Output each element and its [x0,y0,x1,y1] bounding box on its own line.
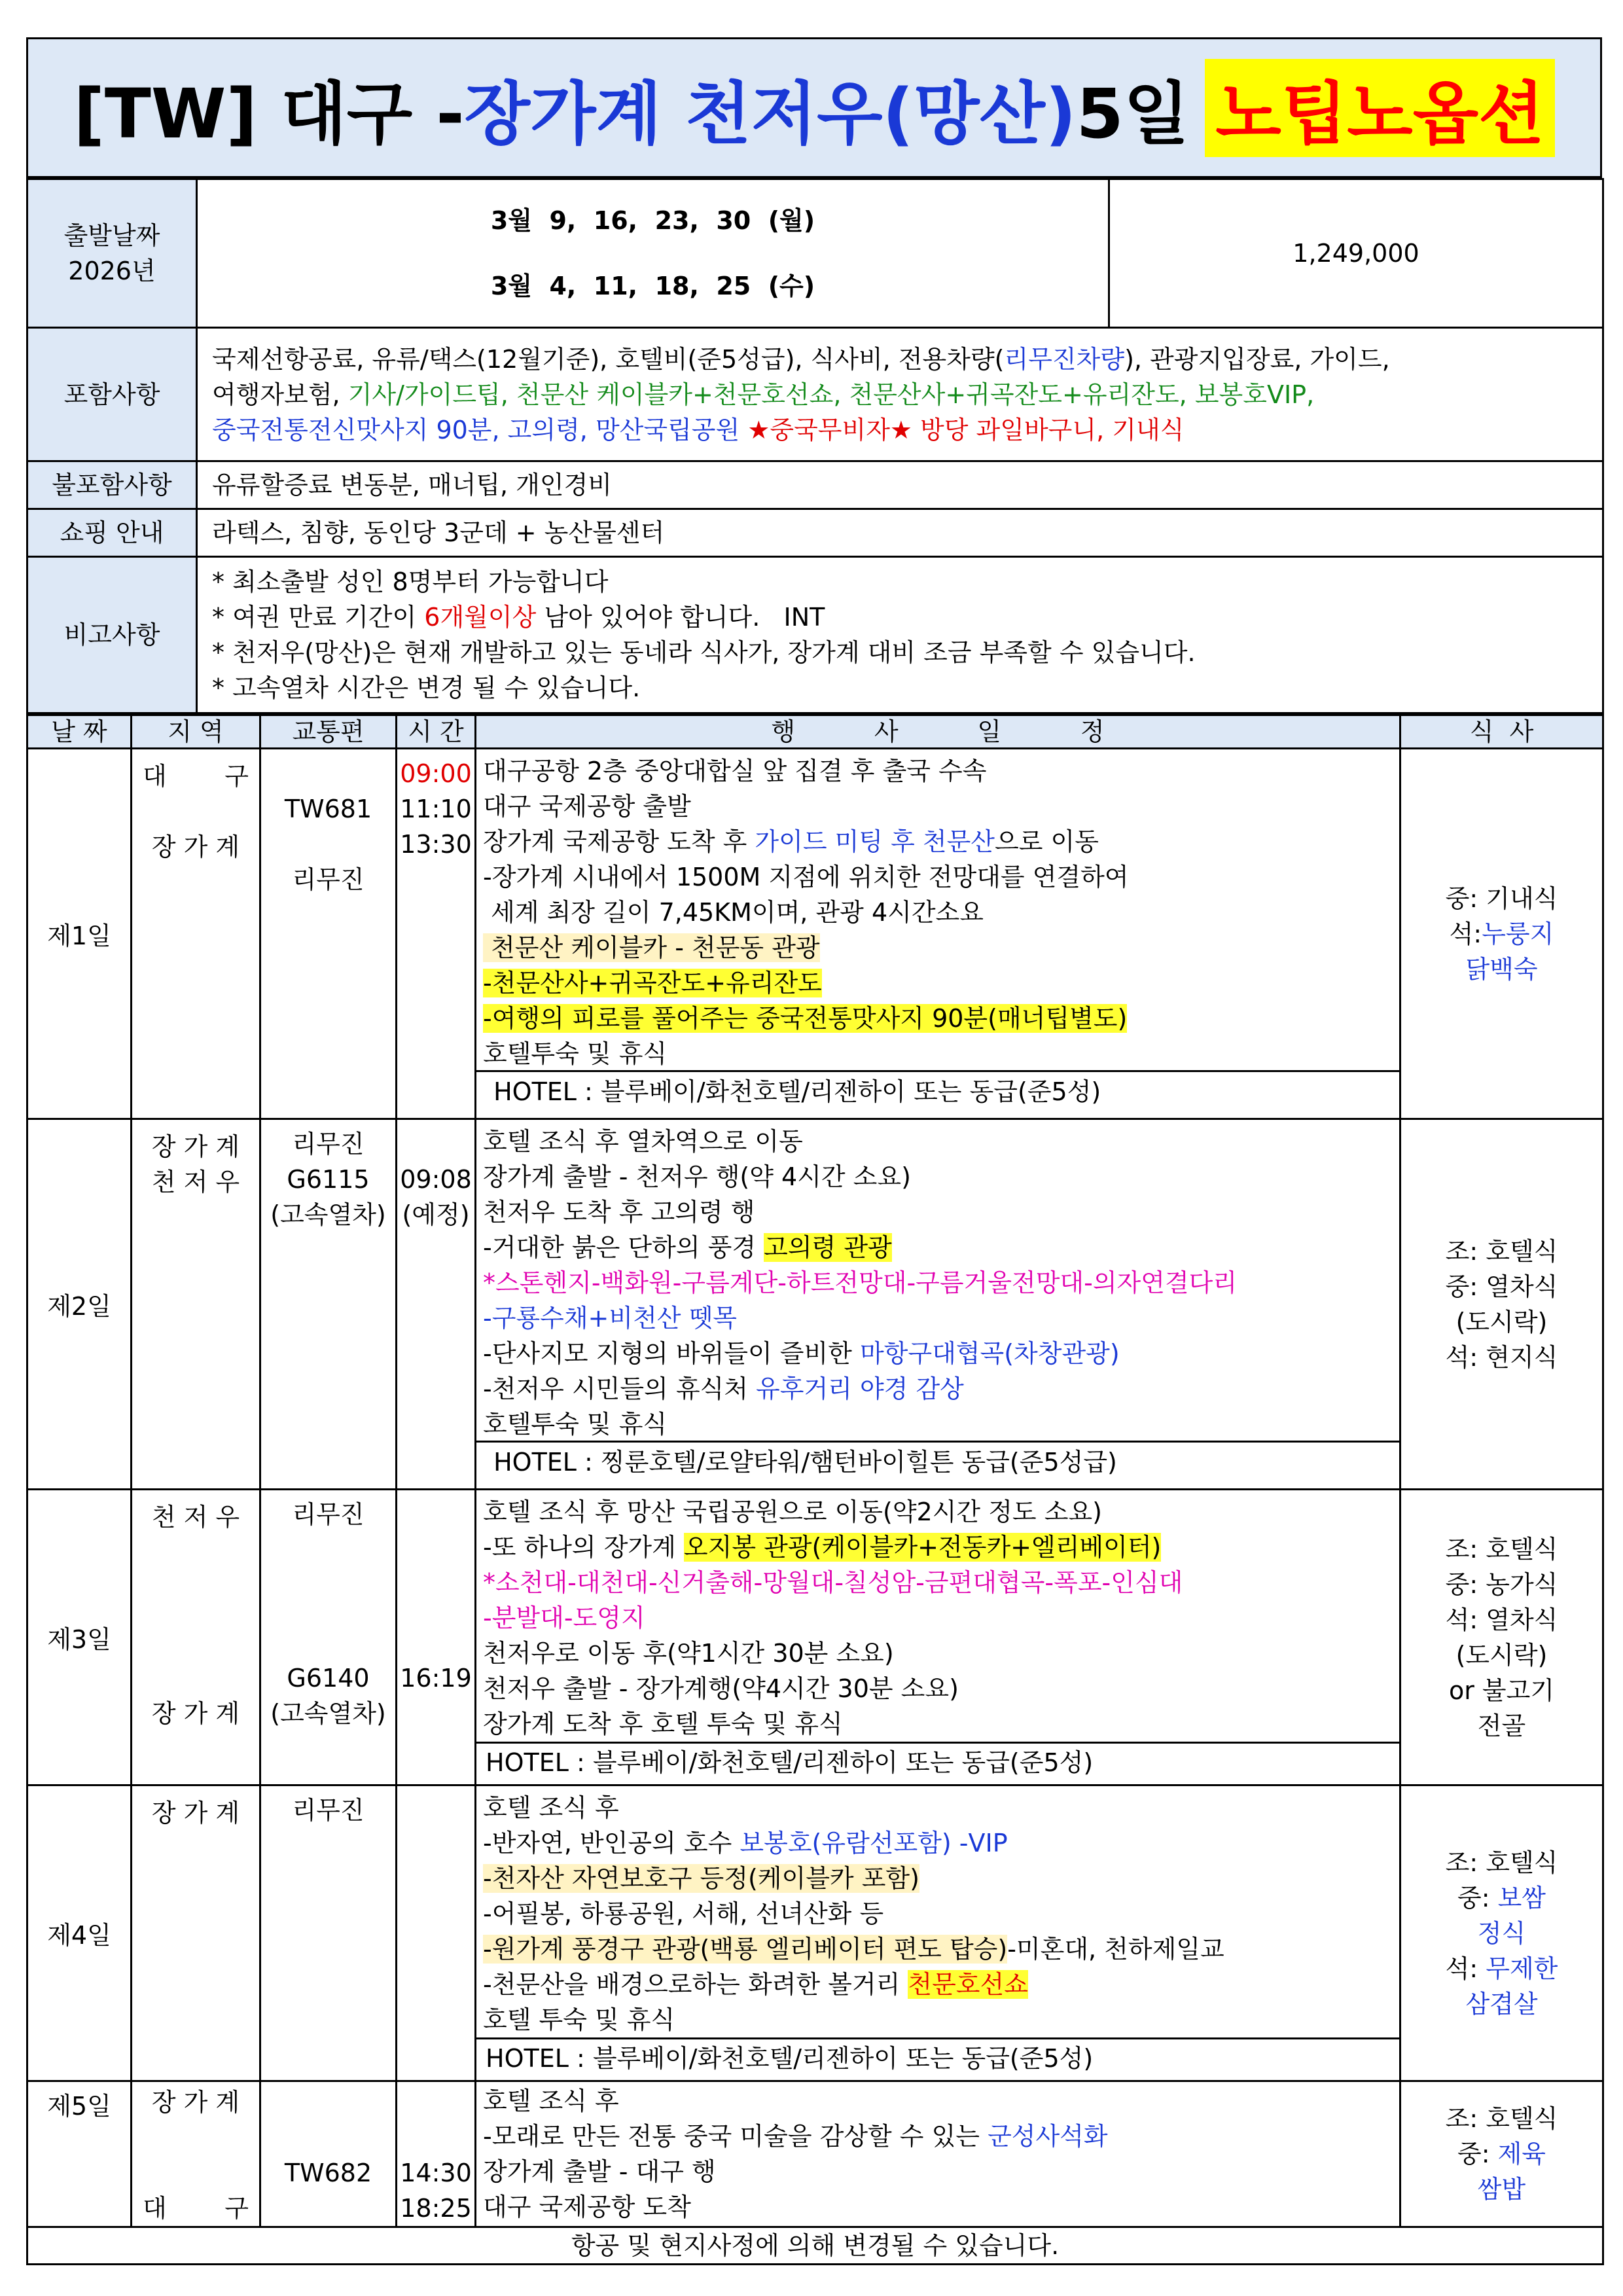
include-line-3: 중국전통전신맛사지 90분, 고의령, 망산국립공원 [212,415,748,444]
day-region [132,1785,260,2081]
dates-line-2: 3월 4, 11, 18, 25 (수) [490,272,815,300]
day-label: 제1일 [27,749,132,1119]
shopping-content: 라텍스, 침향, 동인당 3군데 + 농산물센터 [197,509,1603,557]
note-2-end: 남아 있어야 합니다. INT [536,603,825,632]
flight-number: TW681 [284,795,372,823]
meal-lunch: 중: [1457,2140,1498,2168]
include-line-1-end: ), 관광지입장료, 가이드, [1124,344,1390,374]
include-tours: 기사/가이드팁, 천문산 케이블카+천문호선쇼, 천문산사+귀곡잔도+유리잔도, 보봉호VIP, [348,380,1315,409]
day-transport [260,2081,397,2227]
program-line: -단사지모 지형의 바위들이 즐비한 [483,1339,860,1368]
day-row-4 [27,1785,1603,2081]
program-line: -반자연, 반인공의 호수 [483,1829,740,1857]
schedule-table [26,714,1604,2265]
program-line: -모래로 만든 전통 중국 미술을 감상할 수 있는 [483,2122,988,2151]
program-line: 대구 국제공항 도착 [483,2193,691,2221]
departure-dates [197,179,1109,328]
program-highlight: -여행의 피로를 풀어주는 중국전통맛사지 90분(매너팁별도) [483,1004,1128,1033]
info-table [26,178,1604,714]
day-time [397,1785,476,2081]
program-line: -어필봉, 하룡공원, 서해, 선녀산화 등 [483,1899,884,1928]
include-visa: ★중국무비자★ 방당 과일바구니, 기내식 [747,415,1185,444]
meal-lunch: 중: 기내식 [1445,884,1558,913]
time-depart: 09:08 [400,1165,472,1194]
day-transport [260,1490,397,1785]
meal-dinner: 석: 현지식 [1445,1342,1558,1372]
transport-mode: 리무진 [292,1130,365,1158]
day-label: 제3일 [27,1490,132,1785]
exclude-content: 유류할증료 변동분, 매너팁, 개인경비 [197,461,1603,509]
day-region [132,749,260,1119]
program-highlight: 천문산 케이블카 - 천문동 관광 [483,933,820,962]
region-name: 천 저 우 [151,1168,240,1196]
program-highlight: 유후거리 야경 감상 [756,1374,964,1403]
program-highlight: *소천대-대천대-신거출해-망월대-칠성암-금편대협곡-폭포-인심대 [483,1568,1183,1597]
meal-dinner-alt: or 불고기 [1448,1676,1555,1705]
transport-mode: 리무진 [292,1796,365,1825]
title-badge: 노팁노옵션 [1205,59,1554,157]
program-line: -미혼대, 천하제일교 [1007,1935,1224,1964]
day-meals [1400,2081,1603,2227]
meal-dinner-menu: 삼겹살 [1465,1989,1538,2018]
region-char: 구 [224,762,249,791]
departure-year: 2026년 [68,257,156,285]
train-number: G6140 [287,1664,370,1693]
program-highlight: -천문산사+귀곡잔도+유리잔도 [483,969,822,997]
program-line: 장가계 출발 - 천저우 행(약 4시간 소요) [483,1162,911,1191]
meal-breakfast: 조: 호텔식 [1445,1534,1558,1564]
title-destination: 장가계 천저우(망산) [464,73,1077,154]
region-name: 천 저 우 [151,1503,240,1532]
meal-dinner-alt: 전골 [1477,1711,1526,1740]
meal-lunch-menu: 보쌈 [1497,1883,1546,1912]
day-row-5 [27,2081,1603,2227]
day-program [476,1119,1400,1490]
note-1: * 최소출발 성인 8명부터 가능합니다 [212,567,609,596]
shopping-label: 쇼핑 안내 [27,509,197,557]
train-type: (고속열차) [270,1200,386,1229]
program-highlight: -분발대-도영지 [483,1604,645,1632]
time-depart: 16:19 [400,1664,472,1693]
day-time [397,1119,476,1490]
meal-dinner-note: (도시락) [1455,1640,1548,1670]
program-line: 세계 최장 길이 7,45KM이며, 관광 4시간소요 [483,898,984,927]
hotel-info: HOTEL : 찡룬호텔/로얄타워/햄턴바이힐튼 동급(준5성급) [476,1441,1399,1482]
train-type: (고속열차) [270,1699,386,1728]
notes-label: 비고사항 [27,557,197,713]
meal-dinner: 석: [1449,919,1482,948]
header-meal: 식 사 [1400,715,1603,749]
day-label: 제4일 [27,1785,132,2081]
program-highlight: 고의령 관광 [764,1233,892,1262]
day-program [476,749,1400,1119]
header-program: 행 사 일 정 [476,715,1400,749]
meal-lunch-note: (도시락) [1455,1307,1548,1336]
program-line: 장가계 출발 - 대구 행 [483,2157,716,2186]
program-line: -천문산을 배경으로하는 화려한 볼거리 [483,1970,908,1999]
day-time [397,1490,476,1785]
meal-dinner-menu: 무제한 [1486,1954,1558,1983]
program-line: 호텔 조식 후 [483,2087,619,2115]
train-number: G6115 [287,1165,370,1194]
region-char: 대 [143,762,167,791]
meal-lunch-menu: 쌈밥 [1477,2175,1526,2204]
program-line: -천저우 시민들의 휴식처 [483,1374,757,1403]
day-row-2 [27,1119,1603,1490]
region-name: 장 가 계 [151,2088,240,2117]
time-depart: 14:30 [400,2159,472,2187]
note-2: * 여권 만료 기간이 [212,603,425,632]
time-note: (예정) [402,1200,470,1229]
time-meet: 09:00 [400,759,472,788]
meal-dinner: 석: 열차식 [1445,1605,1558,1634]
meal-lunch: 중: 농가식 [1445,1570,1558,1599]
program-highlight: 보봉호(유람선포함) -VIP [740,1829,1008,1857]
hotel-info: HOTEL : 블루베이/화천호텔/리젠하이 또는 동급(준5성) [476,1742,1399,1782]
time-depart: 11:10 [400,795,472,823]
program-line: 천저우로 이동 후(약1시간 30분 소요) [483,1639,894,1668]
note-3: * 천저우(망산)은 현재 개발하고 있는 동네라 식사가, 장가계 대비 조금 부족할 수 있습니다. [212,638,1196,667]
meal-breakfast: 조: 호텔식 [1445,2104,1558,2133]
program-highlight: 군성사석화 [988,2122,1108,2151]
day-region [132,1490,260,1785]
include-limousine: 리무진차량 [1004,344,1125,374]
program-line: 천저우 도착 후 고의령 행 [483,1198,755,1227]
program-line: 천저우 출발 - 장가계행(약4시간 30분 소요) [483,1674,959,1703]
transport-mode: 리무진 [292,865,365,894]
flight-number: TW682 [284,2159,372,2187]
program-line: 으로 이동 [995,827,1099,856]
program-line: 호텔 조식 후 망산 국립공원으로 이동(약2시간 정도 소요) [483,1498,1102,1526]
program-line: 대구 국제공항 출발 [483,792,691,821]
program-line: -장가계 시내에서 1500M 지점에 위치한 전망대를 연결하여 [483,863,1129,891]
region-name: 장 가 계 [151,833,240,861]
include-line-1: 국제선항공료, 유류/택스(12월기준), 호텔비(준5성급), 식사비, 전용차량( [212,344,1005,374]
meal-lunch-menu: 제육 [1497,2140,1546,2168]
header-time: 시 간 [397,715,476,749]
dates-line-1: 3월 9, 16, 23, 30 (월) [490,206,815,235]
departure-label-cell [27,179,197,328]
time-arrive: 13:30 [400,830,472,859]
day-region [132,2081,260,2227]
program-highlight: -원가계 풍경구 관광(백룡 엘리베이터 편도 탑승) [483,1935,1008,1964]
program-line: -또 하나의 장가계 [483,1533,684,1562]
region-name: 장 가 계 [151,1132,240,1161]
note-4: * 고속열차 시간은 변경 될 수 있습니다. [212,673,641,702]
region-char: 대 [143,2194,167,2223]
price: 1,249,000 [1109,179,1603,328]
program-line: 호텔투숙 및 휴식 [483,1039,668,1068]
program-highlight: 마항구대협곡(차창관광) [859,1339,1120,1368]
title-prefix: [TW] 대구 - [73,73,465,154]
transport-mode: 리무진 [292,1500,365,1529]
day-program [476,1490,1400,1785]
meal-breakfast: 조: 호텔식 [1445,1236,1558,1266]
region-name: 장 가 계 [151,1799,240,1827]
meal-lunch-menu: 정식 [1477,1918,1526,1948]
day-program [476,1785,1400,2081]
program-highlight: 가이드 미팅 후 천문산 [755,827,995,856]
program-line: 호텔 투숙 및 휴식 [483,2005,675,2034]
program-highlight: 오지봉 관광(케이블카+전동카+엘리베이터) [683,1533,1162,1562]
hotel-info: HOTEL : 블루베이/화천호텔/리젠하이 또는 동급(준5성) [476,1070,1399,1111]
note-2-highlight: 6개월이상 [424,603,537,632]
include-line-2: 여행자보험, [212,380,348,409]
itinerary-sheet [26,37,1602,2265]
footer-note: 항공 및 현지사정에 의해 변경될 수 있습니다. [27,2227,1603,2265]
program-line: 장가계 도착 후 호텔 투숙 및 휴식 [483,1710,843,1738]
program-line: 장가계 국제공항 도착 후 [483,827,755,856]
hotel-info: HOTEL : 블루베이/화천호텔/리젠하이 또는 동급(준5성) [476,2037,1399,2077]
day-program [476,2081,1400,2227]
header-date: 날 짜 [27,715,132,749]
region-name: 장 가 계 [151,1699,240,1728]
meal-breakfast: 조: 호텔식 [1445,1848,1558,1877]
day-label: 제2일 [27,1119,132,1490]
header-transport: 교통편 [260,715,397,749]
program-line: 호텔 조식 후 [483,1793,619,1822]
meal-lunch: 중: 열차식 [1445,1272,1558,1301]
meal-dinner-menu: 누룽지 [1482,919,1554,948]
include-label: 포함사항 [27,328,197,461]
program-highlight: 천문호선쇼 [908,1970,1028,1999]
time-arrive: 18:25 [400,2194,472,2223]
day-transport [260,1785,397,2081]
day-region [132,1119,260,1490]
header-region: 지 역 [132,715,260,749]
day-time [397,2081,476,2227]
title-duration: 5일 [1076,73,1190,154]
departure-label: 출발날짜 [63,221,160,250]
program-line: 대구공항 2층 중앙대합실 앞 집결 후 출국 수속 [483,757,987,785]
meal-dinner-menu: 닭백숙 [1465,954,1538,984]
program-highlight: *스톤헨지-백화원-구름계단-하트전망대-구름거울전망대-의자연결다리 [483,1268,1238,1297]
day-transport [260,1119,397,1490]
day-meals [1400,1490,1603,1785]
notes-content [197,557,1603,713]
exclude-label: 불포함사항 [27,461,197,509]
day-meals [1400,1785,1603,2081]
include-content [197,328,1603,461]
meal-lunch: 중: [1457,1883,1498,1912]
program-highlight: -구룡수채+비천산 뗏목 [483,1304,738,1333]
region-char: 구 [224,2194,249,2223]
meal-dinner: 석: [1445,1954,1486,1983]
program-line: 호텔투숙 및 휴식 [483,1410,668,1439]
page-title [26,37,1602,178]
day-meals [1400,749,1603,1119]
program-line: 호텔 조식 후 열차역으로 이동 [483,1127,803,1156]
day-transport [260,749,397,1119]
day-meals [1400,1119,1603,1490]
day-row-3 [27,1490,1603,1785]
day-label: 제5일 [27,2081,132,2227]
day-row-1 [27,749,1603,1119]
day-time [397,749,476,1119]
program-line: -거대한 붉은 단하의 풍경 [483,1233,764,1262]
program-highlight: -천자산 자연보호구 등정(케이블카 포함) [483,1864,919,1893]
